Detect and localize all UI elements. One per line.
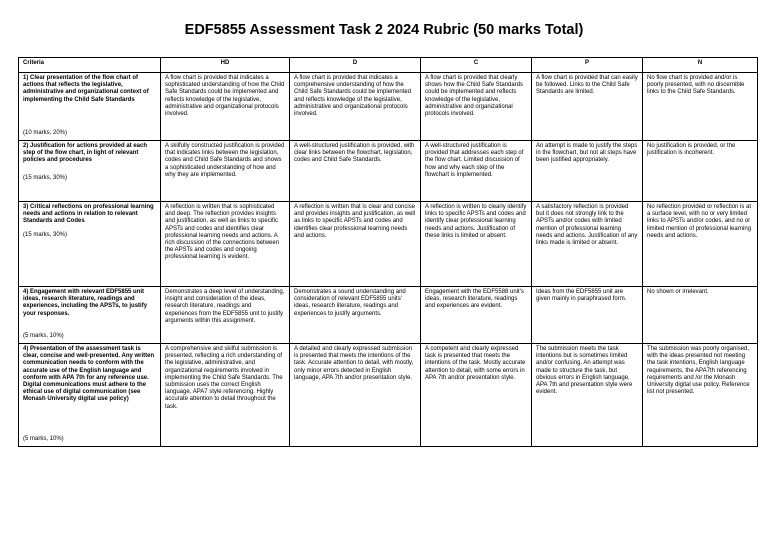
grade-cell-n: No justification is provided, or the justification is incoherent. [643,141,758,202]
grade-cell-d: A detailed and clearly expressed submission is presented that meets the intentions of the task. Accurate attention to detail, with mostly, only minor errors detected in English language, APA 7th and/or presentation style. [290,344,421,447]
criterion-text: 1) Clear presentation of the flow chart of actions that reflects the legislative, administrative and organizational context of implementing the Child Safe Standards [23,75,149,103]
grade-cell-n: The submission was poorly organised, with the ideas presented not meeting the task intentions, English language requirements, the APA7th referencing requirements and /or the Monash University digital use policy. Reference list not presented. [643,344,758,447]
grade-cell-d: A well-structured justification is provided, with clear links between the flowchart, legislation, codes and Child Safe Standards. [290,141,421,202]
header-criteria: Criteria [19,58,161,73]
criterion-cell [19,344,161,447]
table-row [19,202,758,287]
criterion-marks: (15 marks, 30%) [23,231,68,238]
criterion-text: 4) Engagement with relevant EDF5855 unit ideas, research literature, readings and experiences, including the APSTs, to justify your responses. [23,289,148,317]
grade-cell-n: No reflection provided or reflection is at a surface level, with no or very limited links to APSTs and/or codes, and no or limited mention of professional learning needs and actions. [643,202,758,287]
grade-cell-c: Engagement with the EDF5588 unit's ideas, research literature, readings and experiences are evident. [421,287,532,344]
table-row [19,344,758,447]
table-row [19,141,758,202]
grade-cell-p: An attempt is made to justify the steps in the flowchart, but not all steps have been justified appropriately. [532,141,643,202]
criterion-text: 3) Critical reflections on professional learning needs and actions in relation to relevant Standards and Codes [23,204,154,225]
grade-cell-d: A flow chart is provided that indicates a comprehensive understanding of how the Child Safe Standards could be implemented and reflects knowledge of the legislative, administrative and organizational protocols involved. [290,73,421,141]
grade-cell-hd: A flow chart is provided that indicates a sophisticated understanding of how the Child Safe Standards could be implemented and reflects knowledge of the legislative, administrative and organizational protocols involved. [161,73,290,141]
criterion-cell [19,202,161,287]
grade-cell-d: Demonstrates a sound understanding and consideration of relevant EDF5855 units' ideas, research literature, readings and experiences to justify arguments. [290,287,421,344]
header-d: D [290,58,421,73]
grade-cell-hd: A reflection is written that is sophisticated and deep. The reflection provides insights and justification, as well as links to specific APSTs and codes and identifies clear professional learning needs and actions. A rich discussion of the connections between the APSTs and codes and ongoing professional learning is evident. [161,202,290,287]
header-n: N [643,58,758,73]
criterion-cell [19,287,161,344]
grade-cell-hd: A skilfully constructed justification is provided that indicates links between the legislation, codes and Child Safe Standards and shows a sophisticated understanding of how and why they are implemented. [161,141,290,202]
header-p: P [532,58,643,73]
criterion-text: 4) Presentation of the assessment task is clear, concise and well-presented. Any written communication needs to conform with the accurate use of the English language and conform with APA 7th for any reference use. Digital communications must adhere to the ethical use of digital communication (see Monash University digital use policy) [23,346,155,403]
grade-cell-c: A reflection is written to clearly identify links to specific APSTs and codes and identify clear professional learning needs and actions. Justification of these links is limited or absent. [421,202,532,287]
rubric-table [18,57,758,447]
table-row [19,73,758,141]
rubric-title: EDF5855 Assessment Task 2 2024 Rubric (50 marks Total) [184,22,584,38]
criterion-cell [19,73,161,141]
header-hd: HD [161,58,290,73]
grade-cell-p: A flow chart is provided that can easily be followed. Links to the Child Safe Standards are limited. [532,73,643,141]
grade-cell-p: Ideas from the EDF5855 unit are given mainly in paraphrased form. [532,287,643,344]
header-row [19,58,758,73]
criterion-marks: (15 marks, 30%) [23,174,68,181]
grade-cell-n: No shown or irrelevant. [643,287,758,344]
grade-cell-c: A well-structured justification is provided that addresses each step of the flow chart. Limited discussion of how and why each step of the flowchart is implemented. [421,141,532,202]
criterion-cell [19,141,161,202]
grade-cell-p: The submission meets the task intentions but is sometimes limited and/or confusing. An attempt was made to structure the task, but obvious errors in English language, APA 7th and presentation style were evident. [532,344,643,447]
criterion-marks: (5 marks, 10%) [23,435,64,442]
table-row [19,287,758,344]
grade-cell-hd: Demonstrates a deep level of understanding, insight and consideration of the ideas, research literature, readings and experiences from the EDF5855 unit to justify arguments within this assignment. [161,287,290,344]
grade-cell-hd: A comprehensive and skilful submission is presented, reflecting a rich understanding of the legislative, administrative, and organizational requirements involved in implementing the Child Safe Standards. The submission uses the correct English language, APA7 style referencing. Highly accurate attention to detail throughout the task. [161,344,290,447]
grade-cell-c: A flow chart is provided that clearly shows how the Child Safe Standards could be implemented and reflects knowledge of the legislative, administrative and organizational protocols involved. [421,73,532,141]
criterion-marks: (5 marks, 10%) [23,332,64,339]
grade-cell-p: A satisfactory reflection is provided but it does not strongly link to the APSTs and/or codes with limited mention of professional learning needs and actions. Justification of any links made is limited or absent. [532,202,643,287]
grade-cell-n: No flow chart is provided and/or is poorly presented, with no discernible links to the Child Safe Standards. [643,73,758,141]
header-c: C [421,58,532,73]
criterion-marks: (10 marks, 20%) [23,129,68,136]
grade-cell-c: A competent and clearly expressed task is presented that meets the intentions of the task. Mostly accurate attention to detail, with some errors in APA 7th and/or presentation style. [421,344,532,447]
criterion-text: 2) Justification for actions provided at each step of the flow chart, in light of relevant policies and procedures [23,143,148,164]
grade-cell-d: A reflection is written that is clear and concise and provides insights and justification, as well as links to specific APSTs and codes and identifies clear professional learning needs and actions. [290,202,421,287]
